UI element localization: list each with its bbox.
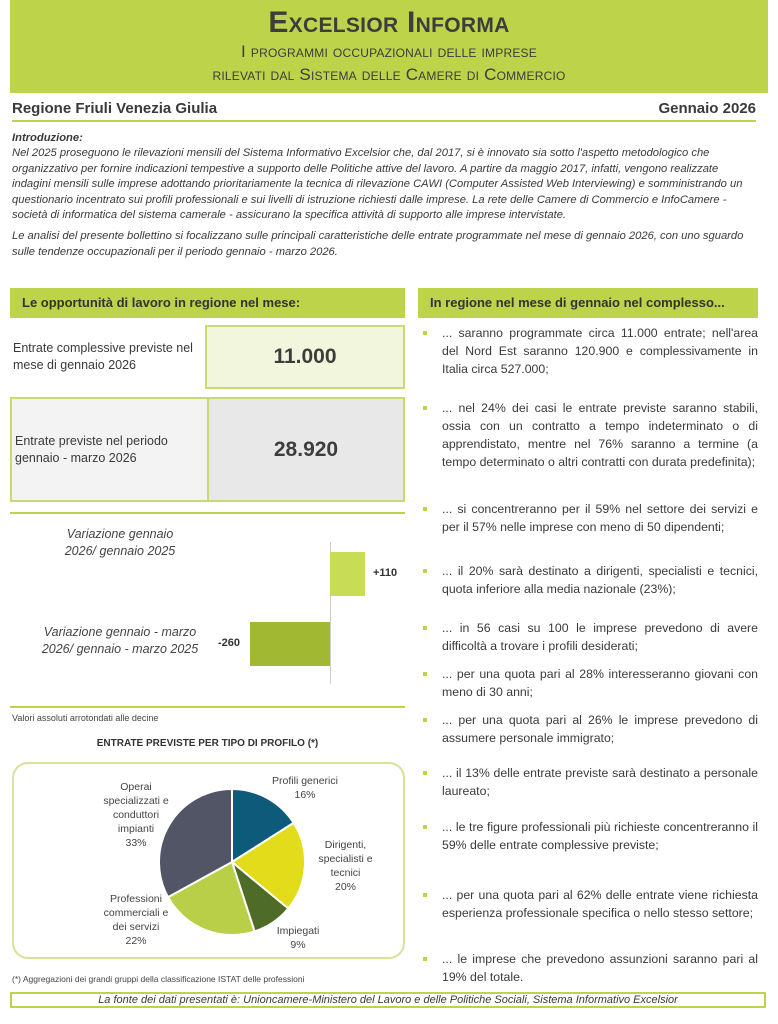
list-item — [418, 619, 758, 655]
stat-label: Entrate complessive previste nel mese di gennaio 2026 — [13, 341, 193, 372]
variation-value-month: +110 — [373, 567, 398, 579]
region-name: Regione Friuli Venezia Giulia — [12, 99, 218, 117]
rounding-note: Valori assoluti arrotondati alle decine — [12, 713, 159, 723]
bullet-icon — [423, 331, 427, 335]
variation-label-month: Variazione gennaio 2026/ gennaio 2025 — [64, 527, 176, 558]
intro-title: Introduzione: — [12, 132, 83, 144]
pie-label-text: Operai specializzati e conduttori impianti — [103, 781, 169, 835]
variation-bar-period — [250, 622, 330, 666]
pie-label-executives — [308, 838, 383, 894]
pie-label-commercial — [96, 892, 176, 948]
list-item — [418, 665, 758, 701]
left-section-header: Le opportunità di lavoro in regione nel mese: — [10, 288, 405, 318]
bullet-text: ... saranno programmate circa 11.000 entrate; nell'area del Nord Est saranno 120.900 e complessivamente in Italia circa 527.000; — [442, 326, 758, 376]
bullet-icon — [423, 771, 427, 775]
variation-chart — [10, 512, 405, 708]
bullet-icon — [423, 672, 427, 676]
stat-row-period — [10, 397, 405, 502]
report-subtitle-line1: I programmi occupazionali delle imprese — [241, 42, 537, 61]
bullet-icon — [423, 718, 427, 722]
introduction — [12, 131, 756, 260]
list-item — [418, 324, 758, 378]
pie-label-pct: 33% — [125, 837, 147, 849]
variation-value-period: -260 — [218, 637, 241, 649]
list-item — [418, 562, 758, 598]
list-item — [418, 886, 758, 922]
bullet-icon — [423, 569, 427, 573]
list-item — [418, 818, 758, 854]
right-section-header: In regione nel mese di gennaio nel complesso... — [418, 288, 758, 318]
pie-footnote: (*) Aggregazioni dei grandi gruppi della classificazione ISTAT delle professioni — [12, 974, 305, 984]
pie-label-text: Impiegati — [276, 925, 320, 937]
variation-bar-month — [330, 552, 365, 596]
pie-label-clerks — [268, 924, 328, 952]
list-item — [418, 711, 758, 747]
bullet-text: ... nel 24% dei casi le entrate previste saranno stabili, ossia con un contratto a tempo indeterminato o di apprendistato, mentre nel 76% saranno a termine (a tempo determinato o altri contratti con durata predefinita); — [442, 401, 758, 469]
list-item — [418, 764, 758, 800]
stat-value: 28.920 — [207, 399, 403, 500]
pie-title: ENTRATE PREVISTE PER TIPO DI PROFILO (*) — [96, 738, 319, 749]
bullet-text: ... le imprese che prevedono assunzioni saranno pari al 19% del totale. — [442, 952, 758, 984]
stat-row-month — [10, 325, 405, 389]
report-title: Excelsior Informa — [268, 6, 510, 39]
pie-label-generic — [260, 774, 350, 802]
bullet-icon — [423, 626, 427, 630]
bullet-icon — [423, 957, 427, 961]
report-date: Gennaio 2026 — [658, 99, 756, 117]
variation-label-period: Variazione gennaio - marzo 2026/ gennaio - marzo 2025 — [41, 625, 199, 656]
bullet-text: ... il 20% sarà destinato a dirigenti, specialisti e tecnici, quota inferiore alla media nazionale (23%); — [442, 564, 758, 596]
bullet-text: ... le tre figure professionali più richieste concentreranno il 59% delle entrate complessive previste; — [442, 820, 758, 852]
bullet-text: ... in 56 casi su 100 le imprese prevedono di avere difficoltà a trovare i profili desiderati; — [442, 621, 758, 653]
pie-label-text: Profili generici — [272, 775, 338, 787]
pie-label-pct: 20% — [334, 881, 356, 893]
pie-label-workers — [96, 780, 176, 850]
bullet-icon — [423, 825, 427, 829]
pie-label-pct: 22% — [125, 935, 147, 947]
bullet-icon — [423, 406, 427, 410]
region-row — [12, 98, 756, 122]
stat-value: 11.000 — [205, 325, 405, 389]
bullet-text: ... si concentreranno per il 59% nel settore dei servizi e per il 57% nelle imprese con meno di 50 dipendenti; — [442, 502, 758, 534]
list-item — [418, 500, 758, 536]
list-item — [418, 950, 758, 986]
stat-label: Entrate previste nel periodo gennaio - marzo 2026 — [15, 433, 168, 465]
header-band — [10, 0, 768, 93]
pie-label-text: Professioni commerciali e dei servizi — [103, 893, 169, 933]
bullet-text: ... per una quota pari al 28% interesseranno giovani con meno di 30 anni; — [442, 667, 758, 699]
pie-chart-box — [12, 762, 405, 959]
pie-label-pct: 9% — [290, 939, 306, 951]
data-source: La fonte dei dati presentati è: Unioncamere-Ministero del Lavoro e delle Politiche Sociali, Sistema Informativo Excelsior — [10, 992, 766, 1008]
bullet-text: ... il 13% delle entrate previste sarà destinato a personale laureato; — [442, 766, 758, 798]
pie-label-pct: 16% — [294, 789, 316, 801]
bullet-text: ... per una quota pari al 26% le imprese prevedono di assumere personale immigrato; — [442, 713, 758, 745]
bullet-icon — [423, 893, 427, 897]
intro-paragraph-1: Nel 2025 proseguono le rilevazioni mensili del Sistema Informativo Excelsior che, dal 2017, si è innovato sia sotto l'aspetto metodologico che organizzativo per fornire indicazioni tempestive a supporto delle Politiche attive del lavoro. A partire da maggio 2017, infatti, vengono realizzate indagini mensili sulle imprese adottando prioritariamente la tecnica di rilevazione CAWI (Computer Assisted Web Interviewing) e somministrando un questionario incentrato sui profili professionali e sui livelli di istruzione richiesti dalle imprese. La rete delle Camere di Commercio e InfoCamere - società di informatica del sistema camerale - assicurano la specifica attività di supporto alle imprese intervistate. — [12, 147, 743, 222]
bullet-text: ... per una quota pari al 62% delle entrate viene richiesta esperienza professionale specifica o nello stesso settore; — [442, 888, 758, 920]
intro-paragraph-2: Le analisi del presente bollettino si focalizzano sulle principali caratteristiche delle entrate programmate nel mese di gennaio 2026, con uno sguardo sulle tendenze occupazionali per il periodo gennaio - marzo 2026. — [12, 230, 744, 258]
pie-label-text: Dirigenti, specialisti e tecnici — [318, 839, 373, 879]
bullet-icon — [423, 507, 427, 511]
report-subtitle-line2: rilevati dal Sistema delle Camere di Commercio — [212, 65, 566, 84]
list-item — [418, 399, 758, 471]
